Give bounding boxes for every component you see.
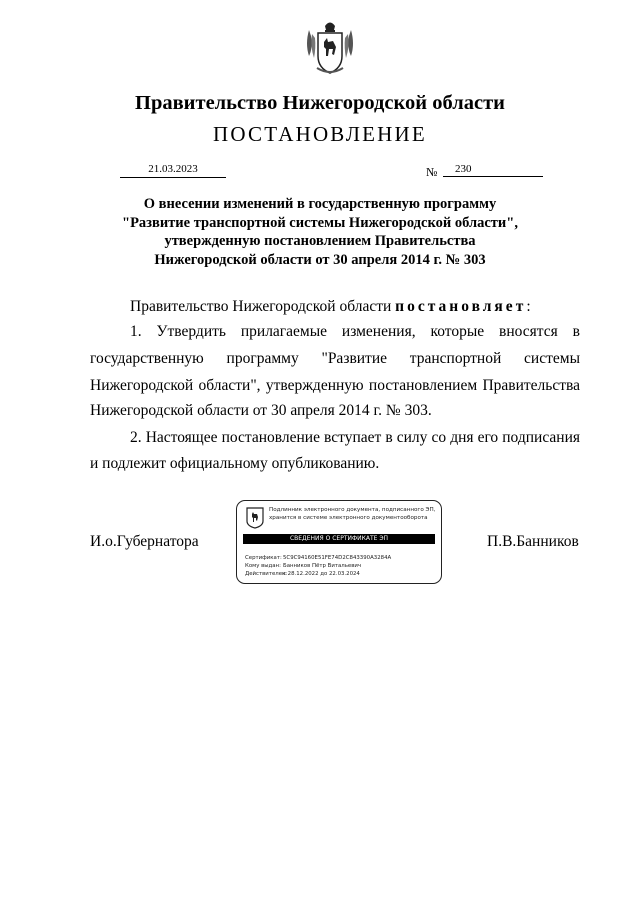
issued-value: Банников Пётр Витальевич: [283, 563, 362, 569]
government-title: Правительство Нижегородской области: [135, 92, 505, 114]
item1-line: Нижегородской области", утвержденную постановлением Правительства: [90, 377, 580, 394]
coat-of-arms-emblem: [303, 18, 357, 78]
valid-value: с 28.12.2022 до 22.03.2024: [283, 571, 360, 577]
issued-row: [245, 563, 361, 569]
deer-emblem-icon: [246, 507, 264, 529]
document-heading: [80, 195, 560, 269]
heading-line: утвержденную постановлением Правительства: [164, 233, 476, 249]
intro-paragraph: [130, 298, 531, 316]
certificate-row: [245, 555, 391, 561]
stamp-note-line: хранится в системе электронного документооборота: [269, 514, 428, 521]
signatory-name: П.В.Банников: [487, 533, 579, 550]
certificate-label: Сертификат:: [245, 555, 282, 561]
heading-line: "Развитие транспортной системы Нижегородской области",: [122, 214, 518, 231]
heading-line: О внесении изменений в государственную программу: [143, 196, 497, 212]
decree-word: постановляет: [395, 298, 527, 315]
document-date: 21.03.2023: [120, 163, 226, 178]
certificate-info-bar: СВЕДЕНИЯ О СЕРТИФИКАТЕ ЭП: [243, 534, 435, 544]
document-type: ПОСТАНОВЛЕНИЕ: [213, 122, 427, 146]
issued-label: Кому выдан:: [245, 563, 281, 569]
item1-line: 1. Утвердить прилагаемые изменения, которые вносятся в: [130, 323, 580, 340]
valid-label: Действителен:: [245, 571, 288, 577]
item2-line: 2. Настоящее постановление вступает в силу со дня его подписания: [130, 429, 580, 446]
intro-suffix: :: [526, 298, 531, 315]
item1-line: Нижегородской области от 30 апреля 2014 г. № 303.: [90, 402, 432, 419]
signatory-position: И.о.Губернатора: [90, 533, 199, 550]
number-mark: №: [426, 165, 438, 179]
certificate-value: 5C9C94160E51FE74D2C843390A3284A: [283, 555, 392, 561]
item1-line: государственную программу "Развитие транспортной системы: [90, 350, 580, 367]
stamp-note: [269, 507, 435, 522]
valid-row: [245, 571, 360, 577]
intro-prefix: Правительство Нижегородской области: [130, 298, 392, 315]
item2-line: и подлежит официальному опубликованию.: [90, 455, 380, 472]
heading-line: Нижегородской области от 30 апреля 2014 г. № 303: [154, 251, 486, 268]
document-number: 230: [443, 163, 543, 177]
electronic-signature-stamp: [236, 500, 442, 584]
stamp-note-line: Подлинник электронного документа, подписанного ЭП,: [269, 507, 436, 513]
